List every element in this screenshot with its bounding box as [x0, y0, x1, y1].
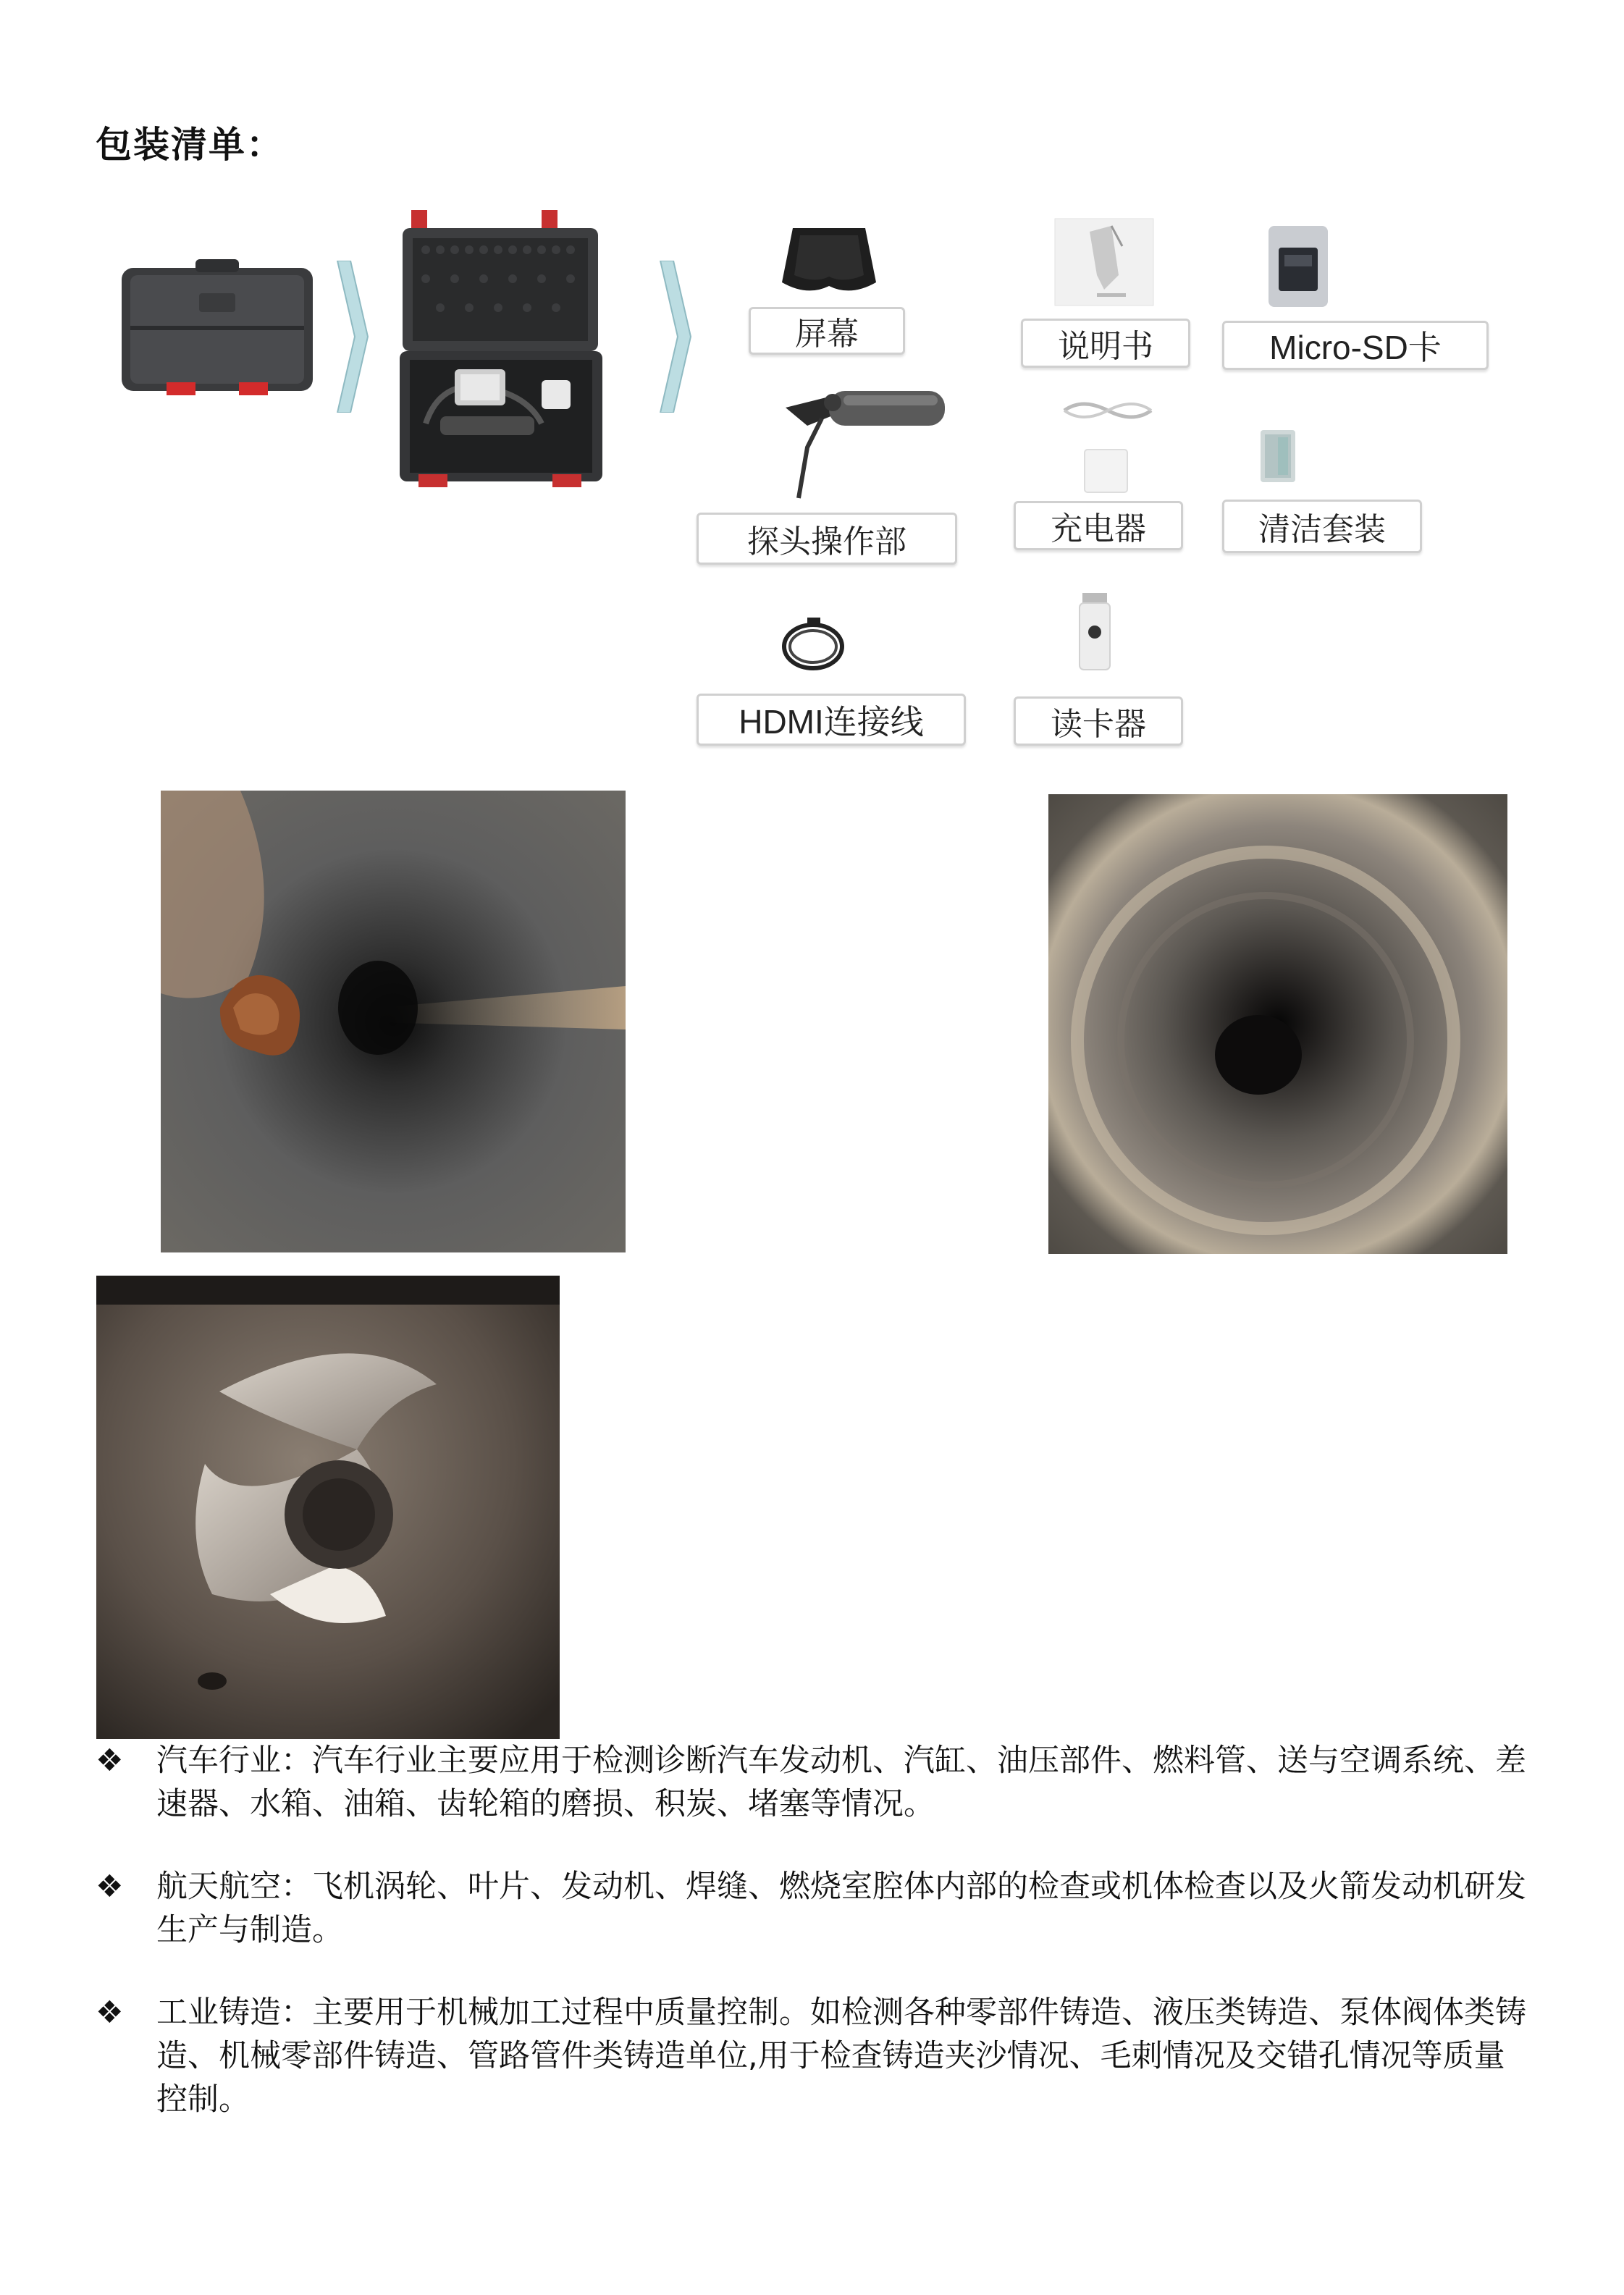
manual-image	[1053, 217, 1155, 311]
label-cleaning-kit: 清洁套装	[1222, 500, 1422, 553]
charger-adapter-image	[1082, 447, 1129, 494]
pipe-rust-photo	[161, 791, 626, 1252]
diamond-bullet-icon: ❖	[96, 1869, 124, 1905]
page-title: 包装清单：	[96, 124, 284, 166]
open-case-image	[397, 206, 607, 492]
label-charger: 充电器	[1014, 501, 1183, 550]
bore-interior-photo	[1048, 794, 1507, 1254]
application-text: 汽车行业：汽车行业主要应用于检测诊断汽车发动机、汽缸、油压部件、燃料管、送与空调系统、差速器、水箱、油箱、齿轮箱的磨损、积炭、堵塞等情况。	[156, 1743, 1526, 1822]
label-probe: 探头操作部	[697, 513, 957, 565]
cleaning-kit-image	[1256, 427, 1300, 485]
card-reader-image	[1077, 591, 1113, 673]
label-hdmi: HDMI连接线	[697, 694, 966, 746]
probe-handle-image	[778, 382, 952, 505]
screen-image	[778, 224, 880, 304]
label-card-reader: 读卡器	[1014, 696, 1183, 746]
application-text: 工业铸造：主要用于机械加工过程中质量控制。如检测各种零部件铸造、液压类铸造、泵体阀体类铸造、机械零部件铸造、管路管件类铸造单位,用于检查铸造夹沙情况、毛刺情况及交错孔情况等质量控制。	[156, 1995, 1526, 2118]
label-manual: 说明书	[1021, 319, 1190, 368]
application-list	[96, 1739, 1536, 2130]
diamond-bullet-icon: ❖	[96, 1743, 124, 1779]
chevron-right-icon	[335, 261, 371, 413]
casting-part-photo	[96, 1276, 560, 1739]
label-sd-card: Micro-SD卡	[1222, 321, 1489, 370]
closed-case-image	[116, 253, 319, 405]
hdmi-cable-image	[777, 612, 849, 677]
charger-cable-image	[1061, 395, 1155, 427]
label-screen: 屏幕	[749, 307, 905, 355]
application-text: 航天航空：飞机涡轮、叶片、发动机、焊缝、燃烧室腔体内部的检查或机体检查以及火箭发动机研发生产与制造。	[156, 1869, 1526, 1948]
diamond-bullet-icon: ❖	[96, 1995, 124, 2031]
chevron-right-icon	[657, 261, 694, 413]
sd-card-image	[1266, 223, 1331, 310]
